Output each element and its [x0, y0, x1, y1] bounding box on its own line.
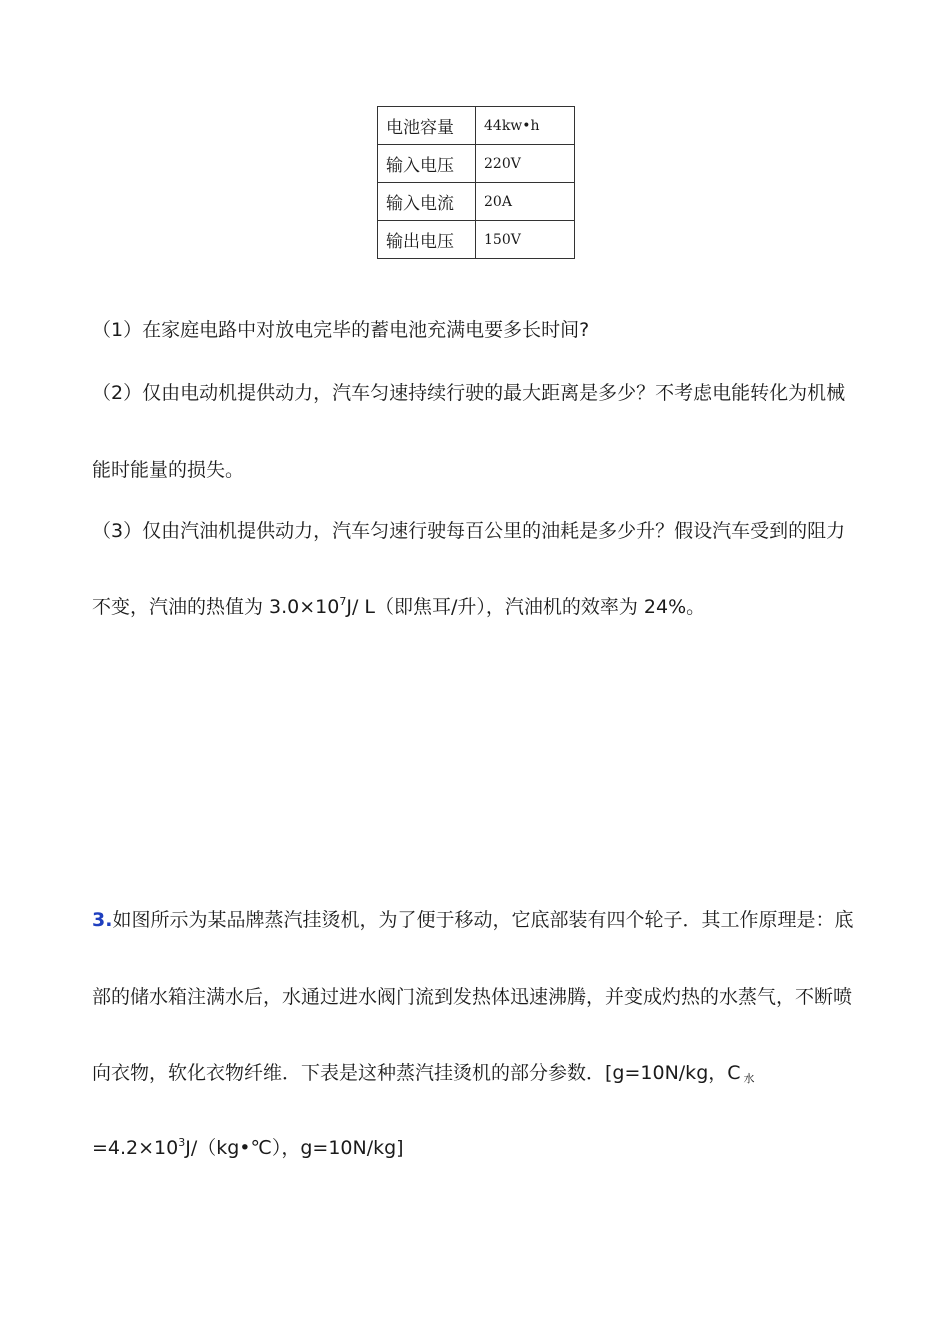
problem-number: 3. [92, 909, 113, 931]
question-3-line-1: （3）仅由汽油机提供动力，汽车匀速行驶每百公里的油耗是多少升？假设汽车受到的阻力 [92, 520, 846, 542]
exponent: 3 [178, 1136, 186, 1149]
text-fragment: =4.2×10 [92, 1137, 179, 1159]
table-row [378, 145, 575, 183]
question-2-line-1: （2）仅由电动机提供动力，汽车匀速持续行驶的最大距离是多少？不考虑电能转化为机械 [92, 382, 846, 404]
text-fragment: 向衣物，软化衣物纤维．下表是这种蒸汽挂烫机的部分参数．[g=10N/kg，C [92, 1062, 741, 1084]
question-2-line-2: 能时能量的损失。 [92, 459, 245, 481]
table-cell-label: 电池容量 [378, 107, 476, 145]
table-row [378, 221, 575, 259]
problem-3-line-1 [92, 911, 853, 930]
table-cell-label: 输出电压 [378, 221, 476, 259]
problem-3-line-4 [92, 1136, 404, 1159]
text-fragment: J/（kg•℃），g=10N/kg] [185, 1137, 404, 1159]
subscript: 水 [743, 1072, 755, 1085]
exponent: 7 [339, 595, 347, 608]
text-fragment: J/ L（即焦耳/升），汽油机的效率为 24%。 [346, 596, 706, 618]
problem-3-line-2: 部的储水箱注满水后，水通过进水阀门流到发热体迅速沸腾，并变成灼热的水蒸气，不断喷 [92, 986, 853, 1008]
table-cell-label: 输入电流 [378, 183, 476, 221]
table-cell-label: 输入电压 [378, 145, 476, 183]
problem-3-line-3 [92, 1064, 755, 1083]
table-cell-value: 220V [476, 145, 575, 183]
spec-table [377, 106, 575, 259]
text-fragment: 如图所示为某品牌蒸汽挂烫机，为了便于移动，它底部装有四个轮子．其工作原理是：底 [112, 909, 854, 931]
question-1: （1）在家庭电路中对放电完毕的蓄电池充满电要多长时间? [92, 319, 590, 341]
table-row [378, 183, 575, 221]
table-row [378, 107, 575, 145]
text-fragment: 不变，汽油的热值为 3.0×10 [92, 596, 340, 618]
table-cell-value: 44kw•h [476, 107, 575, 145]
table-cell-value: 150V [476, 221, 575, 259]
table-cell-value: 20A [476, 183, 575, 221]
question-3-line-2 [92, 595, 706, 618]
